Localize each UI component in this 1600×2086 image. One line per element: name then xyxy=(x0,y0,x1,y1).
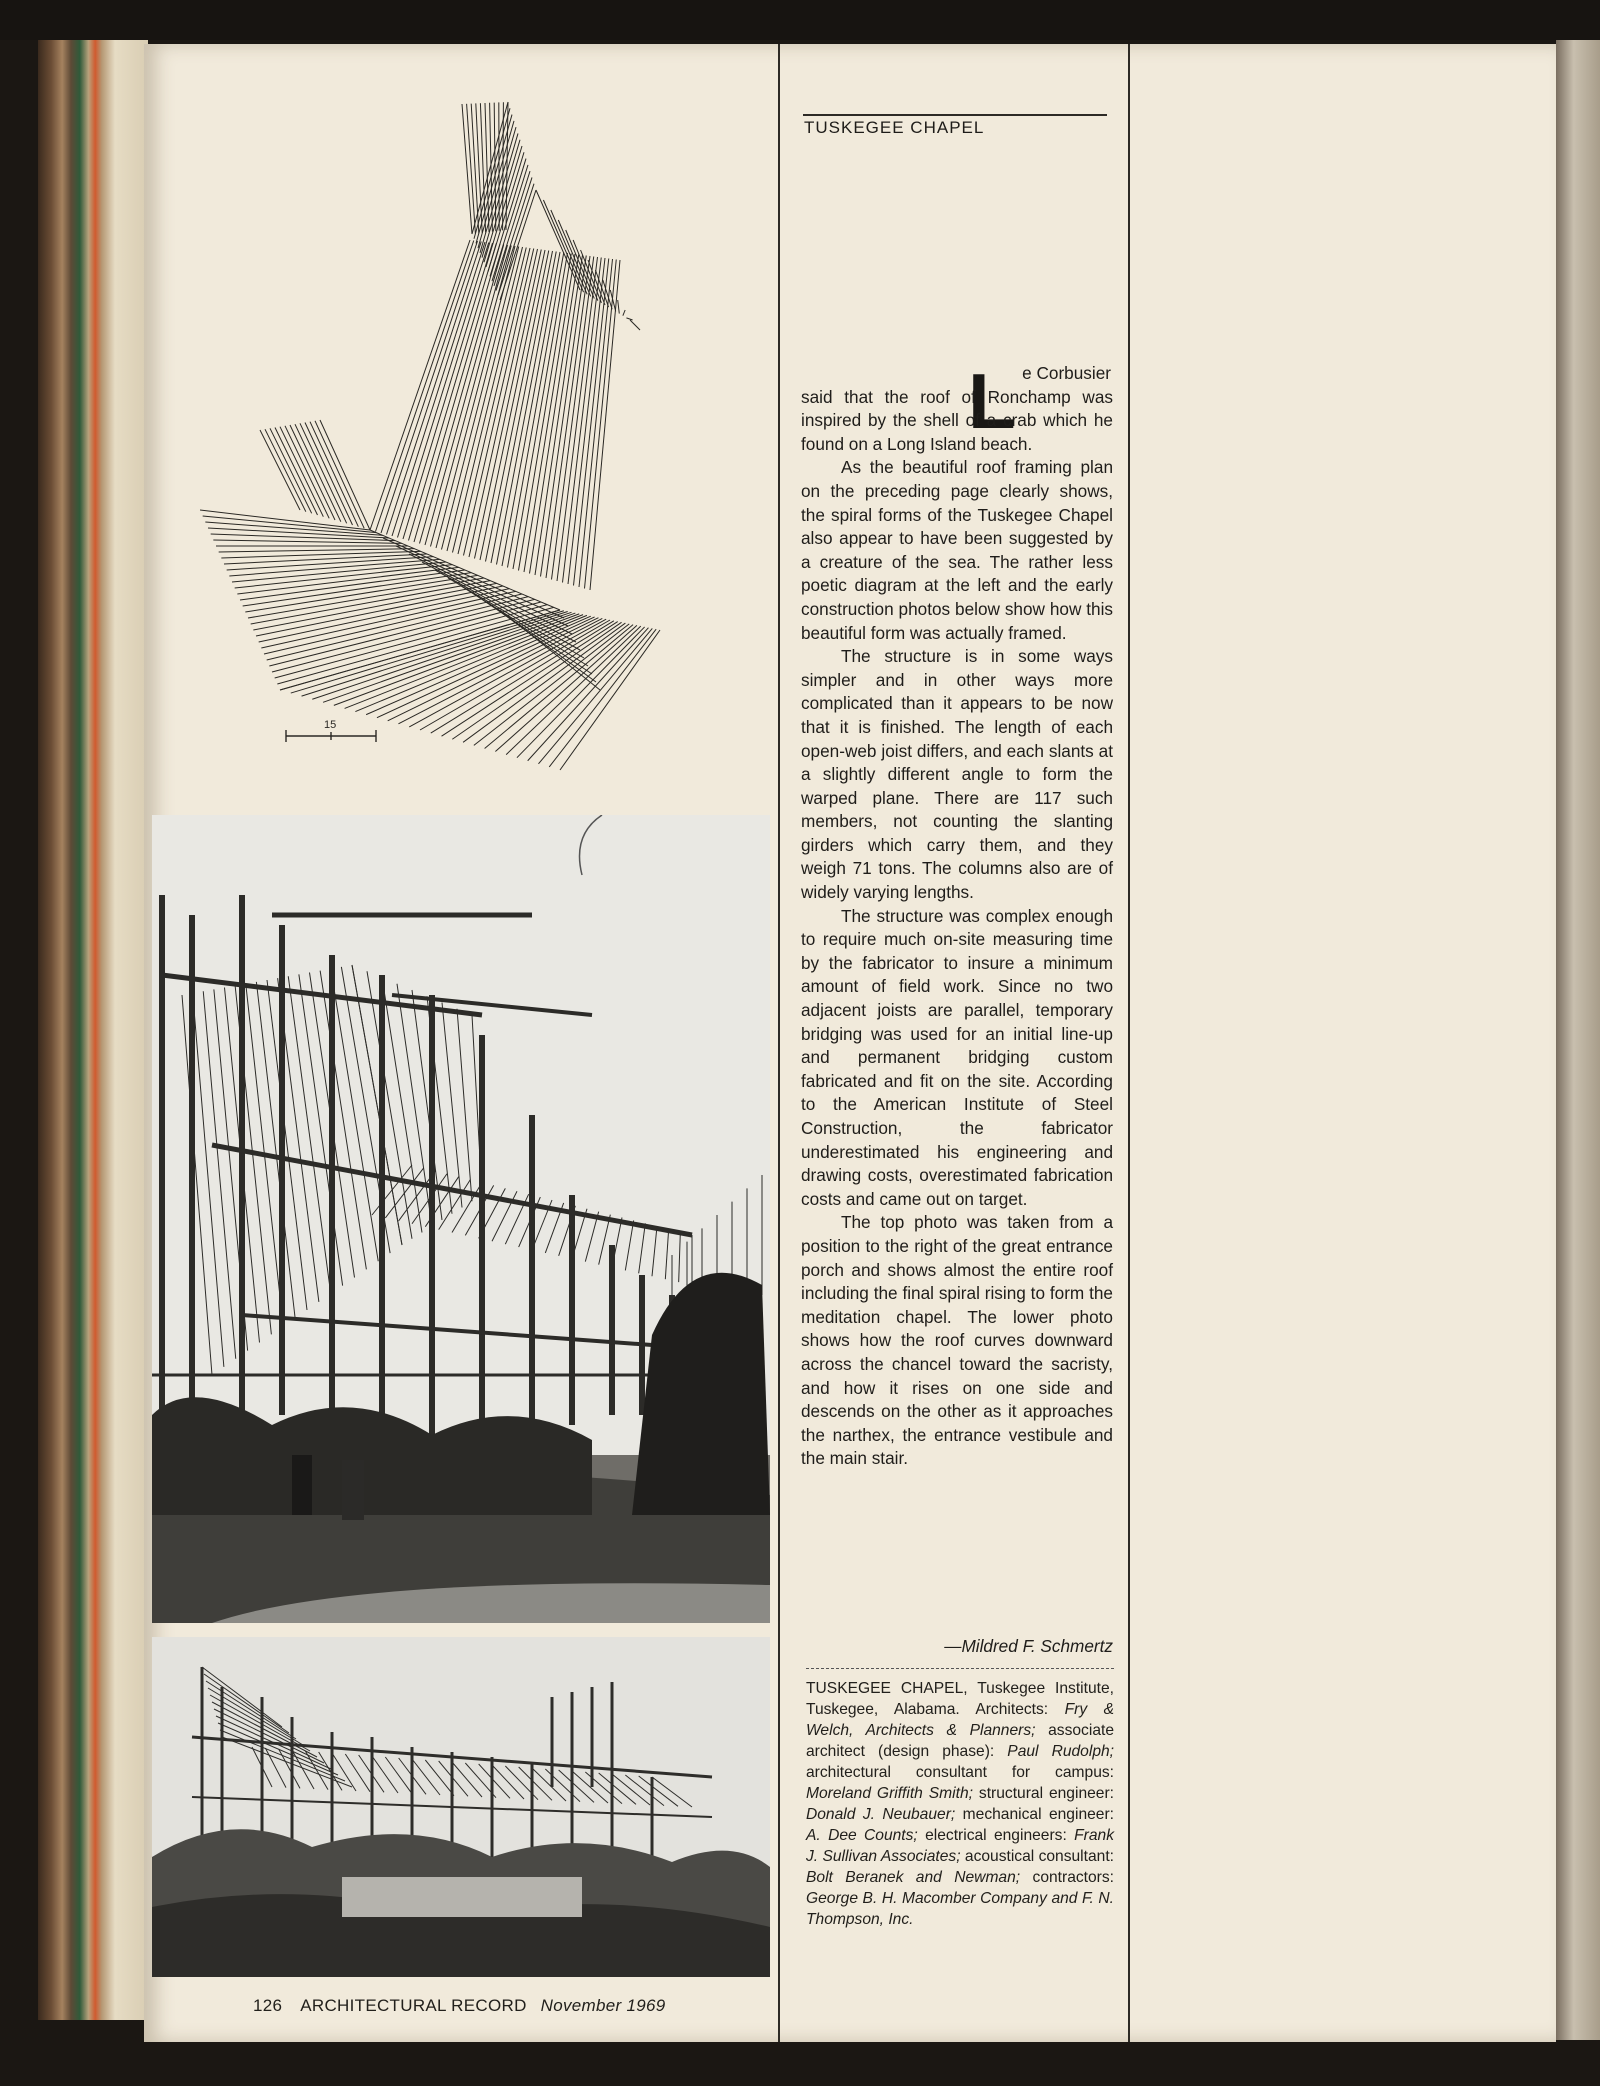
credits-text: structural engineer: xyxy=(972,1785,1114,1802)
credits-text: architectural consultant for campus: xyxy=(806,1764,1114,1781)
credit-associate-architect: Paul Rudolph; xyxy=(1007,1743,1114,1760)
credits-text: associate architect (design phase): xyxy=(806,1722,1114,1760)
article-paragraph: The top photo was taken from a position to the right of the great entrance porch and shows almost the entire roof including the final spiral rising to form the meditation chapel. The lower photo shows how the roof curves downward across the chancel toward the sacristy, and how it rises on one side and descends on the other as it approaches the narthex, the entrance vestibule and the main stair. xyxy=(801,1212,1113,1469)
article-first-line: e Corbusier xyxy=(1022,363,1111,383)
roof-framing-diagram xyxy=(200,90,680,790)
credits-text: acoustical consultant: xyxy=(960,1848,1114,1865)
article-paragraph: said that the roof of Ronchamp was inspired by the shell of a crab which he found on a Long Island beach. xyxy=(801,386,1113,454)
magazine-name: ARCHITECTURAL RECORD xyxy=(300,1996,527,2015)
credits-text: contractors: xyxy=(1020,1869,1114,1886)
construction-photo-top xyxy=(152,815,770,1623)
drop-cap: L xyxy=(968,357,1016,445)
credits-text: electrical engineers: xyxy=(917,1827,1075,1844)
issue-date: November 1969 xyxy=(540,1996,666,2015)
credit-contractors: George B. H. Macomber Company and F. N. Thompson, Inc. xyxy=(806,1890,1114,1928)
article-body xyxy=(801,357,1113,1471)
byline: —Mildred F. Schmertz xyxy=(944,1636,1113,1656)
article-paragraph: The structure was complex enough to require much on-site measuring time by the fabricator to insure a minimum amount of field work. Since no two adjacent joists are parallel, temporary bridging was used for an initial line-up and permanent bridging custom fabricated and fit on the site. According to the American Institute of Steel Construction, the fabricator underestimated his engineering and drawing costs, overestimated fabrication costs and came out on target. xyxy=(801,905,1113,1209)
credit-architects: Fry & Welch, Architects & Planners; xyxy=(806,1701,1114,1739)
heading-rule xyxy=(803,114,1107,116)
credits-text: mechanical engineer: xyxy=(955,1806,1114,1823)
article-paragraph: The structure is in some ways simpler and in other ways more complicated than it appears to be now that it is finished. The length of each open-web joist differs, and each slants at a slightly different angle to form the warped plane. There are 117 such members, not counting the slanting girders which carry them, and they weigh 71 tons. The columns also are of widely varying lengths. xyxy=(801,646,1113,903)
construction-photo-bottom xyxy=(152,1637,770,1977)
page-number: 126 xyxy=(253,1996,283,2015)
column-rule-right xyxy=(1128,44,1130,2042)
article-paragraph: As the beautiful roof framing plan on the preceding page clearly shows, the spiral forms of the Tuskegee Chapel also appear to have been suggested by a creature of the sea. The rather less poetic diagram at the left and the early construction photos below show how this beautiful form was actually framed. xyxy=(801,457,1113,643)
page-footer xyxy=(253,1996,666,2016)
credit-acoustical-consultant: Bolt Beranek and Newman; xyxy=(806,1869,1021,1886)
scale-label: 15 xyxy=(324,719,337,731)
facing-page-edge xyxy=(1556,40,1600,2040)
book-spine-edge xyxy=(38,40,148,2020)
column-rule-left xyxy=(778,44,780,2042)
credit-mechanical-engineer: A. Dee Counts; xyxy=(806,1827,918,1844)
credit-electrical-engineers: Frank J. Sullivan Associates; xyxy=(806,1827,1114,1865)
credits-text: TUSKEGEE CHAPEL, Tuskegee Institute, Tuskegee, Alabama. Architects: xyxy=(806,1680,1114,1718)
project-credits xyxy=(806,1678,1114,1930)
section-title: TUSKEGEE CHAPEL xyxy=(804,118,985,137)
scan-top-border xyxy=(0,0,1600,40)
credits-divider xyxy=(806,1668,1114,1669)
credit-structural-engineer: Donald J. Neubauer; xyxy=(806,1806,956,1823)
credit-campus-consultant: Moreland Griffith Smith; xyxy=(806,1785,973,1802)
